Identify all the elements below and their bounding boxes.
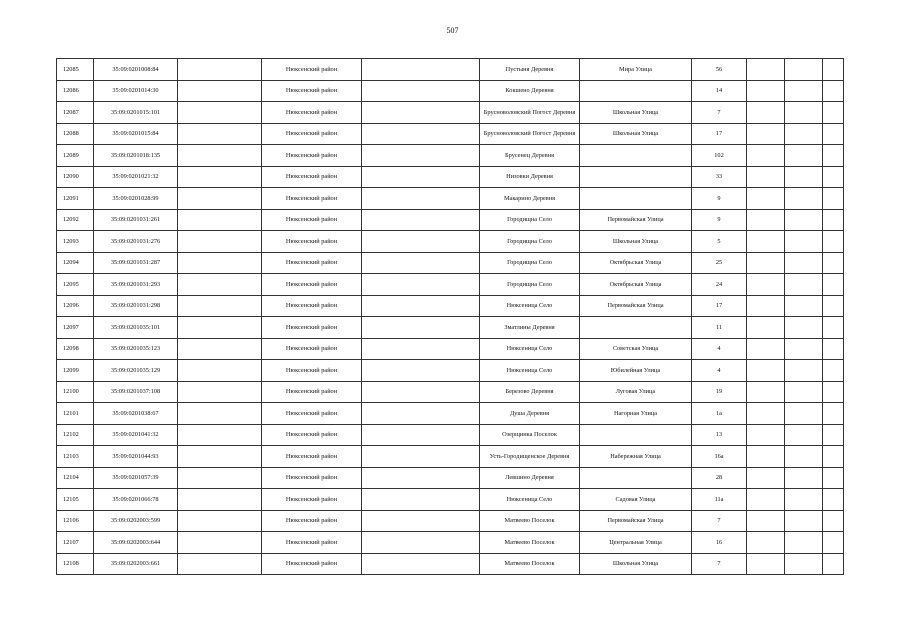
empty-cell-1: [747, 338, 785, 360]
table-row: [57, 381, 844, 403]
district-cell: Нюксенский район: [262, 510, 362, 532]
row-number-cell: 12099: [57, 360, 94, 382]
street-cell: [580, 467, 692, 489]
empty-cell-1: [747, 209, 785, 231]
empty-cell-1: [747, 381, 785, 403]
empty-cell-1: [747, 80, 785, 102]
house-number-cell: 9: [692, 209, 747, 231]
empty-cell-3: [823, 360, 844, 382]
street-cell: Набережная Улица: [580, 446, 692, 468]
row-number-cell: 12103: [57, 446, 94, 468]
empty-cell-2: [785, 145, 823, 167]
owner-cell: [178, 274, 262, 296]
district-cell: Нюксенский район: [262, 209, 362, 231]
owner-cell: [178, 295, 262, 317]
settlement-cell: Нюксеница Село: [480, 295, 580, 317]
settlement-cell: Матвеево Поселок: [480, 510, 580, 532]
row-number-cell: 12101: [57, 403, 94, 425]
cadastral-number-cell: 35:09:0201031:276: [94, 231, 178, 253]
empty-cell-1: [747, 403, 785, 425]
table-row: [57, 231, 844, 253]
empty-cell-2: [785, 489, 823, 511]
registry-table: [56, 58, 844, 575]
street-cell: Школьная Улица: [580, 123, 692, 145]
table-row: [57, 80, 844, 102]
empty-cell-2: [785, 231, 823, 253]
house-number-cell: 11а: [692, 489, 747, 511]
table-row: [57, 59, 844, 81]
extra-cell: [362, 102, 480, 124]
cadastral-number-cell: 35:09:0201031:287: [94, 252, 178, 274]
settlement-cell: Низовки Деревня: [480, 166, 580, 188]
table-row: [57, 209, 844, 231]
district-cell: Нюксенский район: [262, 403, 362, 425]
owner-cell: [178, 166, 262, 188]
cadastral-number-cell: 35:09:0201031:261: [94, 209, 178, 231]
street-cell: Октябрьская Улица: [580, 252, 692, 274]
district-cell: Нюксенский район: [262, 80, 362, 102]
empty-cell-3: [823, 510, 844, 532]
empty-cell-3: [823, 553, 844, 575]
empty-cell-2: [785, 252, 823, 274]
extra-cell: [362, 424, 480, 446]
extra-cell: [362, 295, 480, 317]
row-number-cell: 12085: [57, 59, 94, 81]
house-number-cell: 17: [692, 123, 747, 145]
extra-cell: [362, 209, 480, 231]
district-cell: Нюксенский район: [262, 553, 362, 575]
empty-cell-3: [823, 381, 844, 403]
street-cell: [580, 424, 692, 446]
owner-cell: [178, 360, 262, 382]
table-body: [57, 59, 844, 575]
house-number-cell: 33: [692, 166, 747, 188]
extra-cell: [362, 360, 480, 382]
owner-cell: [178, 446, 262, 468]
empty-cell-3: [823, 424, 844, 446]
table-row: [57, 532, 844, 554]
house-number-cell: 24: [692, 274, 747, 296]
empty-cell-3: [823, 209, 844, 231]
house-number-cell: 14: [692, 80, 747, 102]
house-number-cell: 5: [692, 231, 747, 253]
settlement-cell: Озерщинка Поселок: [480, 424, 580, 446]
table-row: [57, 166, 844, 188]
extra-cell: [362, 403, 480, 425]
row-number-cell: 12100: [57, 381, 94, 403]
house-number-cell: 9: [692, 188, 747, 210]
extra-cell: [362, 338, 480, 360]
empty-cell-2: [785, 510, 823, 532]
row-number-cell: 12088: [57, 123, 94, 145]
district-cell: Нюксенский район: [262, 123, 362, 145]
settlement-cell: Нюксеница Село: [480, 360, 580, 382]
empty-cell-2: [785, 317, 823, 339]
owner-cell: [178, 532, 262, 554]
table-row: [57, 360, 844, 382]
empty-cell-1: [747, 467, 785, 489]
row-number-cell: 12106: [57, 510, 94, 532]
owner-cell: [178, 231, 262, 253]
table-row: [57, 295, 844, 317]
street-cell: Октябрьская Улица: [580, 274, 692, 296]
extra-cell: [362, 489, 480, 511]
settlement-cell: Нюксеница Село: [480, 338, 580, 360]
empty-cell-3: [823, 317, 844, 339]
extra-cell: [362, 145, 480, 167]
cadastral-number-cell: 35:09:0201008:84: [94, 59, 178, 81]
owner-cell: [178, 123, 262, 145]
row-number-cell: 12093: [57, 231, 94, 253]
empty-cell-1: [747, 59, 785, 81]
empty-cell-2: [785, 102, 823, 124]
empty-cell-3: [823, 166, 844, 188]
street-cell: Школьная Улица: [580, 553, 692, 575]
cadastral-number-cell: 35:09:0202003:644: [94, 532, 178, 554]
row-number-cell: 12087: [57, 102, 94, 124]
cadastral-number-cell: 35:09:0201021:32: [94, 166, 178, 188]
district-cell: Нюксенский район: [262, 467, 362, 489]
district-cell: Нюксенский район: [262, 145, 362, 167]
owner-cell: [178, 467, 262, 489]
district-cell: Нюксенский район: [262, 295, 362, 317]
empty-cell-1: [747, 446, 785, 468]
house-number-cell: 11: [692, 317, 747, 339]
district-cell: Нюксенский район: [262, 360, 362, 382]
empty-cell-3: [823, 295, 844, 317]
house-number-cell: 4: [692, 338, 747, 360]
owner-cell: [178, 145, 262, 167]
street-cell: [580, 317, 692, 339]
settlement-cell: Зматлины Деревня: [480, 317, 580, 339]
street-cell: Луговая Улица: [580, 381, 692, 403]
empty-cell-3: [823, 123, 844, 145]
settlement-cell: Брусенец Деревня: [480, 145, 580, 167]
house-number-cell: 4: [692, 360, 747, 382]
street-cell: [580, 188, 692, 210]
empty-cell-1: [747, 123, 785, 145]
settlement-cell: Усть-Городищенское Деревня: [480, 446, 580, 468]
empty-cell-1: [747, 188, 785, 210]
cadastral-number-cell: 35:09:0201035:129: [94, 360, 178, 382]
cadastral-number-cell: 35:09:0202003:661: [94, 553, 178, 575]
settlement-cell: Душа Деревня: [480, 403, 580, 425]
extra-cell: [362, 532, 480, 554]
settlement-cell: Городищна Село: [480, 231, 580, 253]
table-row: [57, 403, 844, 425]
street-cell: Первомайская Улица: [580, 510, 692, 532]
owner-cell: [178, 188, 262, 210]
district-cell: Нюксенский район: [262, 102, 362, 124]
street-cell: Школьная Улица: [580, 231, 692, 253]
cadastral-number-cell: 35:09:0201035:123: [94, 338, 178, 360]
district-cell: Нюксенский район: [262, 532, 362, 554]
empty-cell-2: [785, 403, 823, 425]
table-row: [57, 123, 844, 145]
table-row: [57, 252, 844, 274]
table-row: [57, 467, 844, 489]
empty-cell-1: [747, 553, 785, 575]
house-number-cell: 56: [692, 59, 747, 81]
street-cell: Первомайская Улица: [580, 209, 692, 231]
table-row: [57, 446, 844, 468]
owner-cell: [178, 403, 262, 425]
cadastral-number-cell: 35:09:0201018:135: [94, 145, 178, 167]
cadastral-number-cell: 35:09:0201028:99: [94, 188, 178, 210]
row-number-cell: 12105: [57, 489, 94, 511]
owner-cell: [178, 338, 262, 360]
district-cell: Нюксенский район: [262, 338, 362, 360]
house-number-cell: 13: [692, 424, 747, 446]
settlement-cell: Городищна Село: [480, 274, 580, 296]
district-cell: Нюксенский район: [262, 166, 362, 188]
extra-cell: [362, 317, 480, 339]
house-number-cell: 16а: [692, 446, 747, 468]
house-number-cell: 7: [692, 510, 747, 532]
empty-cell-2: [785, 209, 823, 231]
settlement-cell: Пустыня Деревня: [480, 59, 580, 81]
settlement-cell: Матвеево Поселок: [480, 553, 580, 575]
empty-cell-1: [747, 489, 785, 511]
house-number-cell: 16: [692, 532, 747, 554]
row-number-cell: 12098: [57, 338, 94, 360]
row-number-cell: 12090: [57, 166, 94, 188]
empty-cell-2: [785, 360, 823, 382]
extra-cell: [362, 274, 480, 296]
district-cell: Нюксенский район: [262, 188, 362, 210]
empty-cell-3: [823, 102, 844, 124]
street-cell: [580, 166, 692, 188]
empty-cell-1: [747, 145, 785, 167]
street-cell: [580, 80, 692, 102]
district-cell: Нюксенский район: [262, 424, 362, 446]
street-cell: Первомайская Улица: [580, 295, 692, 317]
house-number-cell: 17: [692, 295, 747, 317]
empty-cell-3: [823, 403, 844, 425]
row-number-cell: 12108: [57, 553, 94, 575]
empty-cell-2: [785, 188, 823, 210]
district-cell: Нюксенский район: [262, 274, 362, 296]
district-cell: Нюксенский район: [262, 489, 362, 511]
empty-cell-3: [823, 467, 844, 489]
table-row: [57, 188, 844, 210]
house-number-cell: 7: [692, 102, 747, 124]
street-cell: Центральная Улица: [580, 532, 692, 554]
empty-cell-3: [823, 188, 844, 210]
cadastral-number-cell: 35:09:0201041:32: [94, 424, 178, 446]
empty-cell-3: [823, 145, 844, 167]
owner-cell: [178, 424, 262, 446]
empty-cell-2: [785, 338, 823, 360]
street-cell: Садовая Улица: [580, 489, 692, 511]
empty-cell-1: [747, 252, 785, 274]
street-cell: Юбилейная Улица: [580, 360, 692, 382]
empty-cell-1: [747, 231, 785, 253]
empty-cell-3: [823, 446, 844, 468]
empty-cell-1: [747, 102, 785, 124]
table-row: [57, 102, 844, 124]
house-number-cell: 28: [692, 467, 747, 489]
street-cell: Советская Улица: [580, 338, 692, 360]
house-number-cell: 1а: [692, 403, 747, 425]
settlement-cell: Березово Деревня: [480, 381, 580, 403]
empty-cell-3: [823, 231, 844, 253]
empty-cell-1: [747, 510, 785, 532]
empty-cell-1: [747, 295, 785, 317]
street-cell: [580, 145, 692, 167]
table-row: [57, 338, 844, 360]
table-row: [57, 317, 844, 339]
table-row: [57, 489, 844, 511]
extra-cell: [362, 123, 480, 145]
settlement-cell: Левшино Деревня: [480, 467, 580, 489]
district-cell: Нюксенский район: [262, 317, 362, 339]
extra-cell: [362, 188, 480, 210]
extra-cell: [362, 231, 480, 253]
owner-cell: [178, 553, 262, 575]
street-cell: Нагорная Улица: [580, 403, 692, 425]
district-cell: Нюксенский район: [262, 446, 362, 468]
owner-cell: [178, 317, 262, 339]
extra-cell: [362, 553, 480, 575]
empty-cell-1: [747, 360, 785, 382]
cadastral-number-cell: 35:09:0201035:101: [94, 317, 178, 339]
settlement-cell: Брусноволовский Погост Деревня: [480, 123, 580, 145]
empty-cell-2: [785, 274, 823, 296]
owner-cell: [178, 381, 262, 403]
empty-cell-1: [747, 274, 785, 296]
cadastral-number-cell: 35:09:0201031:298: [94, 295, 178, 317]
empty-cell-2: [785, 446, 823, 468]
row-number-cell: 12097: [57, 317, 94, 339]
empty-cell-1: [747, 424, 785, 446]
district-cell: Нюксенский район: [262, 231, 362, 253]
empty-cell-2: [785, 166, 823, 188]
row-number-cell: 12107: [57, 532, 94, 554]
owner-cell: [178, 80, 262, 102]
settlement-cell: Кокшено Деревня: [480, 80, 580, 102]
extra-cell: [362, 381, 480, 403]
district-cell: Нюксенский район: [262, 381, 362, 403]
empty-cell-2: [785, 424, 823, 446]
row-number-cell: 12096: [57, 295, 94, 317]
cadastral-number-cell: 35:09:0202003:599: [94, 510, 178, 532]
empty-cell-2: [785, 381, 823, 403]
empty-cell-3: [823, 274, 844, 296]
row-number-cell: 12104: [57, 467, 94, 489]
table-row: [57, 553, 844, 575]
cadastral-number-cell: 35:09:0201015:84: [94, 123, 178, 145]
empty-cell-1: [747, 166, 785, 188]
row-number-cell: 12095: [57, 274, 94, 296]
row-number-cell: 12094: [57, 252, 94, 274]
house-number-cell: 25: [692, 252, 747, 274]
row-number-cell: 12086: [57, 80, 94, 102]
empty-cell-2: [785, 80, 823, 102]
empty-cell-3: [823, 59, 844, 81]
owner-cell: [178, 102, 262, 124]
settlement-cell: Макарино Деревня: [480, 188, 580, 210]
house-number-cell: 7: [692, 553, 747, 575]
table-row: [57, 274, 844, 296]
row-number-cell: 12102: [57, 424, 94, 446]
house-number-cell: 102: [692, 145, 747, 167]
empty-cell-3: [823, 80, 844, 102]
extra-cell: [362, 80, 480, 102]
row-number-cell: 12089: [57, 145, 94, 167]
extra-cell: [362, 467, 480, 489]
owner-cell: [178, 510, 262, 532]
cadastral-number-cell: 35:09:0201044:93: [94, 446, 178, 468]
street-cell: Школьная Улица: [580, 102, 692, 124]
empty-cell-3: [823, 252, 844, 274]
table-row: [57, 145, 844, 167]
empty-cell-2: [785, 532, 823, 554]
owner-cell: [178, 59, 262, 81]
row-number-cell: 12092: [57, 209, 94, 231]
settlement-cell: Матвеево Поселок: [480, 532, 580, 554]
settlement-cell: Городищна Село: [480, 209, 580, 231]
empty-cell-1: [747, 317, 785, 339]
extra-cell: [362, 510, 480, 532]
page-number: 507: [446, 26, 459, 35]
empty-cell-1: [747, 532, 785, 554]
settlement-cell: Брусноволовский Погост Деревня: [480, 102, 580, 124]
empty-cell-2: [785, 467, 823, 489]
owner-cell: [178, 252, 262, 274]
empty-cell-3: [823, 338, 844, 360]
extra-cell: [362, 59, 480, 81]
district-cell: Нюксенский район: [262, 252, 362, 274]
settlement-cell: Нюксеница Село: [480, 489, 580, 511]
owner-cell: [178, 489, 262, 511]
cadastral-number-cell: 35:09:0201066:78: [94, 489, 178, 511]
table-row: [57, 510, 844, 532]
empty-cell-3: [823, 532, 844, 554]
table-row: [57, 424, 844, 446]
empty-cell-2: [785, 553, 823, 575]
empty-cell-2: [785, 59, 823, 81]
owner-cell: [178, 209, 262, 231]
extra-cell: [362, 166, 480, 188]
cadastral-number-cell: 35:09:0201038:67: [94, 403, 178, 425]
cadastral-number-cell: 35:09:0201014:30: [94, 80, 178, 102]
street-cell: Мира Улица: [580, 59, 692, 81]
cadastral-number-cell: 35:09:0201057:39: [94, 467, 178, 489]
empty-cell-2: [785, 123, 823, 145]
row-number-cell: 12091: [57, 188, 94, 210]
extra-cell: [362, 252, 480, 274]
district-cell: Нюксенский район: [262, 59, 362, 81]
cadastral-number-cell: 35:09:0201031:293: [94, 274, 178, 296]
cadastral-number-cell: 35:09:0201037:108: [94, 381, 178, 403]
empty-cell-2: [785, 295, 823, 317]
house-number-cell: 19: [692, 381, 747, 403]
extra-cell: [362, 446, 480, 468]
empty-cell-3: [823, 489, 844, 511]
cadastral-number-cell: 35:09:0201015:101: [94, 102, 178, 124]
settlement-cell: Городищна Село: [480, 252, 580, 274]
